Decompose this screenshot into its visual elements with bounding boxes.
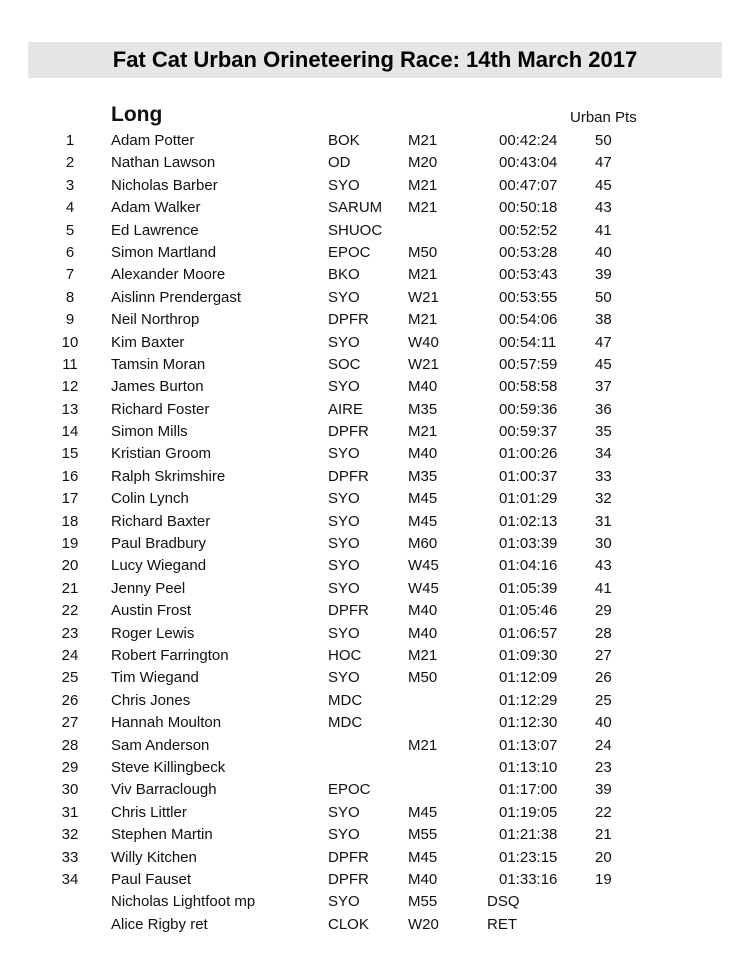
result-row	[0, 152, 743, 174]
result-row	[0, 735, 743, 757]
result-row	[0, 466, 743, 488]
class-cell: M50	[408, 669, 438, 687]
club-cell: SYO	[328, 535, 360, 553]
club-cell: SYO	[328, 176, 360, 194]
points-cell: 26	[595, 669, 612, 687]
time-cell: 01:03:39	[499, 535, 558, 553]
points-cell: 19	[595, 870, 612, 888]
name-cell: James Burton	[111, 378, 204, 396]
points-cell: 30	[595, 535, 612, 553]
result-row	[0, 309, 743, 331]
position-cell: 11	[62, 355, 78, 373]
name-cell: Ralph Skrimshire	[111, 467, 226, 485]
name-cell: Lucy Wiegand	[111, 557, 207, 575]
points-cell: 21	[595, 826, 612, 844]
result-row	[0, 712, 743, 734]
position-cell: 8	[65, 288, 75, 306]
class-cell: M21	[408, 176, 438, 194]
club-cell: SYO	[328, 378, 360, 396]
result-row	[0, 264, 743, 286]
time-cell: 01:06:57	[499, 624, 558, 642]
time-cell: 01:04:16	[499, 557, 558, 575]
name-cell: Paul Fauset	[111, 870, 192, 888]
time-cell: 00:57:59	[499, 355, 558, 373]
status-cell: DSQ	[487, 893, 520, 911]
club-cell: SYO	[328, 490, 360, 508]
name-cell: Chris Jones	[111, 691, 191, 709]
time-cell: 00:58:58	[499, 378, 558, 396]
result-row	[0, 511, 743, 533]
points-cell: 37	[595, 378, 612, 396]
position-cell: 5	[65, 221, 75, 239]
time-cell: 01:17:00	[499, 781, 558, 799]
class-cell: W45	[408, 579, 439, 597]
club-cell: DPFR	[328, 602, 369, 620]
time-cell: 01:05:39	[499, 579, 558, 597]
result-row	[0, 600, 743, 622]
name-cell: Paul Bradbury	[111, 535, 207, 553]
club-cell: DPFR	[328, 870, 369, 888]
result-row	[0, 220, 743, 242]
class-cell: M60	[408, 535, 438, 553]
points-cell: 20	[595, 848, 612, 866]
class-cell: M40	[408, 602, 438, 620]
class-cell: M21	[408, 646, 438, 664]
position-cell: 7	[65, 266, 75, 284]
points-cell: 24	[595, 736, 612, 754]
points-cell: 34	[595, 445, 612, 463]
result-row	[0, 376, 743, 398]
position-cell: 18	[61, 512, 79, 530]
name-cell: Stephen Martin	[111, 826, 213, 844]
name-cell: Sam Anderson	[111, 736, 210, 754]
points-cell: 36	[595, 400, 612, 418]
position-cell: 33	[61, 848, 79, 866]
time-cell: 00:54:11	[499, 333, 557, 351]
class-cell: M40	[408, 624, 438, 642]
position-cell: 13	[61, 400, 79, 418]
result-row	[0, 667, 743, 689]
class-cell: W40	[408, 333, 439, 351]
club-cell: SYO	[328, 557, 360, 575]
name-cell: Roger Lewis	[111, 624, 195, 642]
position-cell: 21	[61, 579, 79, 597]
name-cell: Kristian Groom	[111, 445, 212, 463]
position-cell: 2	[65, 154, 75, 172]
name-cell: Tamsin Moran	[111, 355, 206, 373]
points-cell: 50	[595, 288, 612, 306]
points-cell: 39	[595, 266, 612, 284]
time-cell: 01:12:09	[499, 669, 558, 687]
page-title: Fat Cat Urban Orineteering Race: 14th March 2017	[28, 42, 722, 78]
position-cell: 10	[61, 333, 79, 351]
name-cell: Chris Littler	[111, 803, 187, 821]
time-cell: 00:59:37	[499, 423, 558, 441]
club-cell: BKO	[328, 266, 360, 284]
result-row	[0, 869, 743, 891]
result-row	[0, 443, 743, 465]
class-cell: W21	[408, 288, 439, 306]
name-cell: Alexander Moore	[111, 266, 226, 284]
name-cell: Ed Lawrence	[111, 221, 199, 239]
time-cell: 00:43:04	[499, 154, 558, 172]
club-cell: DPFR	[328, 848, 369, 866]
club-cell: HOC	[328, 646, 362, 664]
position-cell: 1	[65, 132, 75, 149]
points-cell: 35	[595, 423, 612, 441]
club-cell: DPFR	[328, 311, 369, 329]
position-cell: 31	[61, 803, 79, 821]
class-cell: M40	[408, 445, 438, 463]
result-row	[0, 354, 743, 376]
position-cell: 23	[61, 624, 79, 642]
position-cell: 22	[61, 602, 79, 620]
class-cell: M40	[408, 870, 438, 888]
club-cell: DPFR	[328, 423, 369, 441]
points-cell: 40	[595, 243, 612, 261]
name-cell: Simon Martland	[111, 243, 217, 261]
result-row	[0, 421, 743, 443]
name-cell: Richard Foster	[111, 400, 210, 418]
club-cell: SYO	[328, 624, 360, 642]
class-cell: W21	[408, 355, 439, 373]
time-cell: 01:13:10	[499, 758, 558, 776]
club-cell: SYO	[328, 333, 360, 351]
result-row	[0, 488, 743, 510]
points-cell: 47	[595, 154, 612, 172]
name-cell: Adam Walker	[111, 199, 201, 217]
name-cell: Simon Mills	[111, 423, 188, 441]
class-cell: M45	[408, 512, 438, 530]
time-cell: 01:05:46	[499, 602, 558, 620]
club-cell: SYO	[328, 826, 360, 844]
position-cell: 12	[61, 378, 79, 396]
class-cell: M40	[408, 378, 438, 396]
club-cell: SYO	[328, 288, 360, 306]
result-row	[0, 779, 743, 801]
club-cell: MDC	[328, 714, 363, 732]
class-cell: M35	[408, 467, 438, 485]
position-cell: 32	[61, 826, 79, 844]
points-cell: 25	[595, 691, 612, 709]
club-cell: SYO	[328, 669, 360, 687]
name-cell: Jenny Peel	[111, 579, 186, 597]
time-cell: 01:01:29	[499, 490, 558, 508]
result-row	[0, 645, 743, 667]
result-row	[0, 130, 743, 152]
position-cell: 29	[61, 758, 79, 776]
name-cell: Tim Wiegand	[111, 669, 199, 687]
name-cell: Austin Frost	[111, 602, 192, 620]
result-row	[0, 533, 743, 555]
time-cell: 01:21:38	[499, 826, 558, 844]
points-cell: 43	[595, 199, 612, 217]
points-cell: 23	[595, 758, 612, 776]
class-cell: M35	[408, 400, 438, 418]
results-table	[0, 130, 743, 936]
position-cell: 26	[61, 691, 79, 709]
status-cell: RET	[487, 915, 517, 933]
time-cell: 00:50:18	[499, 199, 558, 217]
name-cell: Willy Kitchen	[111, 848, 197, 866]
time-cell: 00:53:28	[499, 243, 558, 261]
name-cell: Neil Northrop	[111, 311, 200, 329]
points-cell: 45	[595, 355, 612, 373]
club-cell: MDC	[328, 691, 363, 709]
non-finisher-row	[0, 914, 743, 936]
points-cell: 50	[595, 132, 612, 149]
time-cell: 00:54:06	[499, 311, 558, 329]
class-cell: M45	[408, 490, 438, 508]
points-cell: 45	[595, 176, 612, 194]
points-cell: 33	[595, 467, 612, 485]
result-row	[0, 197, 743, 219]
points-cell: 41	[595, 579, 612, 597]
club-cell: DPFR	[328, 467, 369, 485]
name-cell: Nathan Lawson	[111, 154, 216, 172]
points-cell: 47	[595, 333, 612, 351]
name-cell: Steve Killingbeck	[111, 758, 226, 776]
position-cell: 14	[61, 423, 79, 441]
result-row	[0, 555, 743, 577]
position-cell: 27	[61, 714, 79, 732]
time-cell: 00:47:07	[499, 176, 558, 194]
club-cell: SHUOC	[328, 221, 383, 239]
time-cell: 01:33:16	[499, 870, 558, 888]
result-row	[0, 175, 743, 197]
points-cell: 39	[595, 781, 612, 799]
class-cell: M20	[408, 154, 438, 172]
position-cell: 15	[61, 445, 79, 463]
result-row	[0, 332, 743, 354]
points-cell: 29	[595, 602, 612, 620]
club-cell: BOK	[328, 132, 360, 149]
class-cell: M50	[408, 243, 438, 261]
result-row	[0, 287, 743, 309]
points-cell: 40	[595, 714, 612, 732]
time-cell: 00:53:55	[499, 288, 558, 306]
result-row	[0, 242, 743, 264]
class-cell: M55	[408, 826, 438, 844]
time-cell: 00:42:24	[499, 132, 558, 149]
time-cell: 00:52:52	[499, 221, 558, 239]
name-cell: Robert Farrington	[111, 646, 229, 664]
class-cell: W45	[408, 557, 439, 575]
name-cell: Colin Lynch	[111, 490, 189, 508]
class-cell: M55	[408, 893, 438, 911]
position-cell: 20	[61, 557, 79, 575]
class-cell: M21	[408, 736, 438, 754]
position-cell: 30	[61, 781, 79, 799]
position-cell: 16	[61, 467, 79, 485]
name-cell: Nicholas Barber	[111, 176, 218, 194]
club-cell: EPOC	[328, 243, 371, 261]
position-cell: 3	[65, 176, 75, 194]
club-cell: EPOC	[328, 781, 371, 799]
points-cell: 31	[595, 512, 612, 530]
time-cell: 01:00:37	[499, 467, 558, 485]
position-cell: 19	[61, 535, 79, 553]
position-cell: 24	[61, 646, 79, 664]
name-cell: Nicholas Lightfoot mp	[111, 893, 256, 911]
class-cell: M45	[408, 803, 438, 821]
name-cell: Viv Barraclough	[111, 781, 217, 799]
time-cell: 01:02:13	[499, 512, 558, 530]
name-cell: Kim Baxter	[111, 333, 185, 351]
section-heading: Long	[111, 103, 163, 126]
class-cell: M21	[408, 132, 438, 149]
points-cell: 28	[595, 624, 612, 642]
position-cell: 9	[65, 311, 75, 329]
position-cell: 25	[61, 669, 79, 687]
name-cell: Adam Potter	[111, 132, 195, 149]
result-row	[0, 847, 743, 869]
club-cell: CLOK	[328, 915, 369, 933]
result-row	[0, 623, 743, 645]
time-cell: 01:12:30	[499, 714, 558, 732]
time-cell: 00:53:43	[499, 266, 558, 284]
time-cell: 01:12:29	[499, 691, 558, 709]
result-row	[0, 578, 743, 600]
points-column-header: Urban Pts	[570, 109, 637, 126]
points-cell: 32	[595, 490, 612, 508]
club-cell: SYO	[328, 803, 360, 821]
class-cell: M21	[408, 423, 438, 441]
result-row	[0, 690, 743, 712]
position-cell: 6	[65, 243, 75, 261]
name-cell: Aislinn Prendergast	[111, 288, 242, 306]
club-cell: SYO	[328, 579, 360, 597]
points-cell: 27	[595, 646, 612, 664]
class-cell: M21	[408, 311, 438, 329]
club-cell: SYO	[328, 893, 360, 911]
position-cell: 17	[61, 490, 79, 508]
class-cell: W20	[408, 915, 439, 933]
time-cell: 01:19:05	[499, 803, 558, 821]
points-cell: 38	[595, 311, 612, 329]
club-cell: SYO	[328, 512, 360, 530]
name-cell: Richard Baxter	[111, 512, 211, 530]
non-finisher-row	[0, 891, 743, 913]
points-cell: 41	[595, 221, 612, 239]
class-cell: M21	[408, 266, 438, 284]
time-cell: 01:13:07	[499, 736, 558, 754]
time-cell: 01:00:26	[499, 445, 558, 463]
club-cell: SARUM	[328, 199, 383, 217]
name-cell: Hannah Moulton	[111, 714, 222, 732]
time-cell: 00:59:36	[499, 400, 558, 418]
name-cell: Alice Rigby ret	[111, 915, 208, 933]
result-row	[0, 399, 743, 421]
club-cell: SOC	[328, 355, 361, 373]
result-row	[0, 824, 743, 846]
time-cell: 01:09:30	[499, 646, 558, 664]
position-cell: 34	[61, 870, 79, 888]
club-cell: SYO	[328, 445, 360, 463]
points-cell: 43	[595, 557, 612, 575]
position-cell: 4	[65, 199, 75, 217]
points-cell: 22	[595, 803, 612, 821]
result-row	[0, 757, 743, 779]
time-cell: 01:23:15	[499, 848, 558, 866]
result-row	[0, 802, 743, 824]
club-cell: OD	[328, 154, 351, 172]
club-cell: AIRE	[328, 400, 364, 418]
class-cell: M21	[408, 199, 438, 217]
class-cell: M45	[408, 848, 438, 866]
position-cell: 28	[61, 736, 79, 754]
